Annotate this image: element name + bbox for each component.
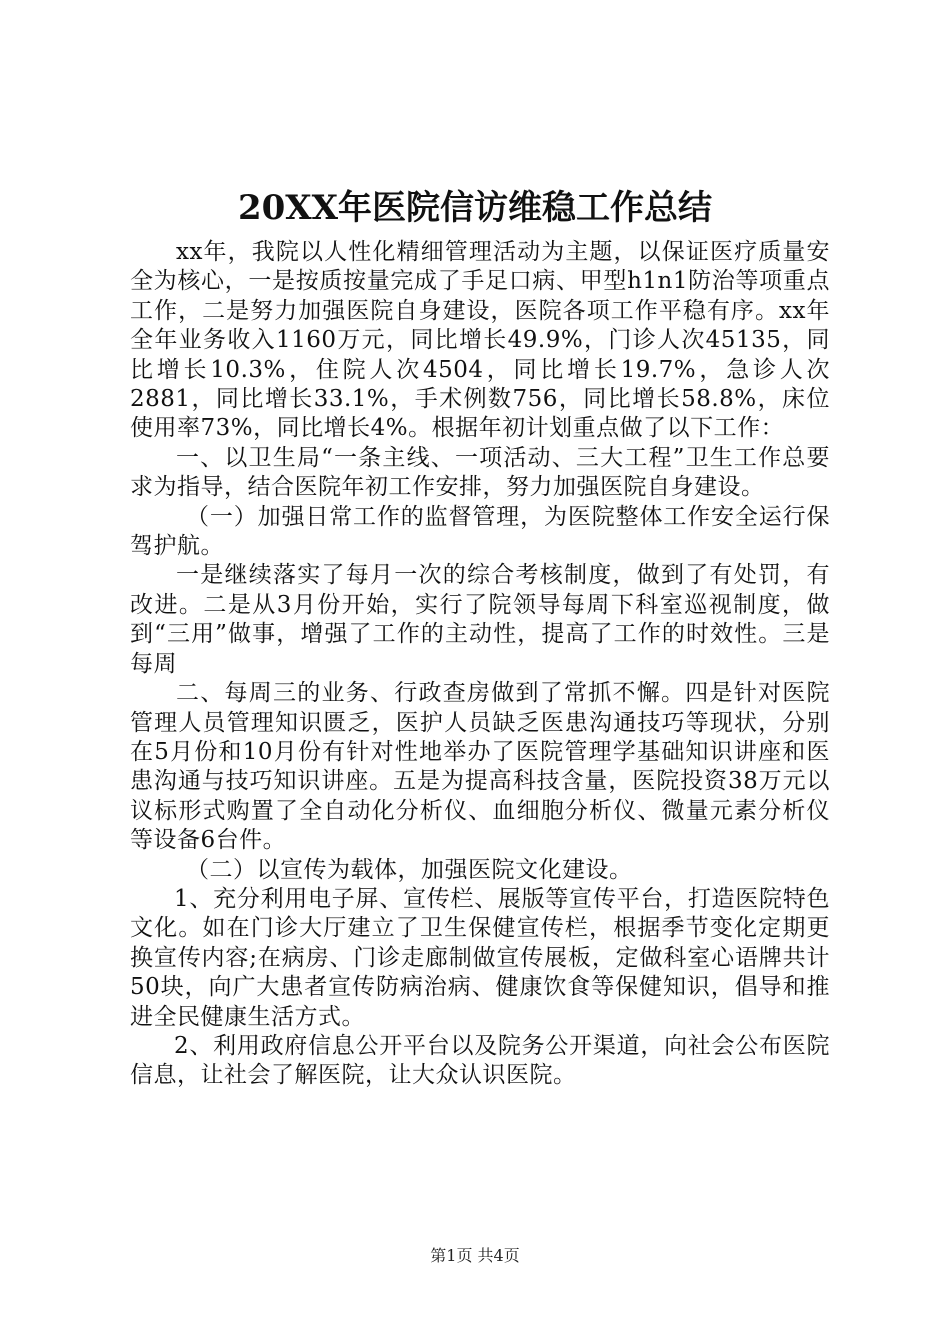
paragraph-intro: xx年，我院以人性化精细管理活动为主题，以保证医疗质量安全为核心，一是按质按量完成了手足口病、甲型h1n1防治等项重点工作，二是努力加强医院自身建设，医院各项工作平稳有序。xx年全年业务收入1160万元，同比增长49.9%，门诊人次45135，同比增长10.3%，住院人次4504，同比增长19.7%，急诊人次2881，同比增长33.1%，手术例数756，同比增长58.8%，床位使用率73%，同比增长4%。根据年初计划重点做了以下工作： [130,239,830,442]
paragraph-item-two: 2、利用政府信息公开平台以及院务公开渠道，向社会公布医院信息，让社会了解医院，让大众认识医院。 [130,1032,830,1089]
paragraph-subsection-two: （二）以宣传为载体，加强医院文化建设。 [186,856,633,883]
document-title: 20XX年医院信访维稳工作总结 [237,188,713,228]
document-body [130,238,830,1091]
paragraph-measures-one: 一是继续落实了每月一次的综合考核制度，做到了有处罚，有改进。二是从3月份开始，实行了院领导每周下科室巡视制度，做到“三用”做事，增强了工作的主动性，提高了工作的时效性。三是每周 [130,562,830,677]
page-number-footer: 第1页 共4页 [430,1246,520,1265]
paragraph-measures-two: 二、每周三的业务、行政查房做到了常抓不懈。四是针对医院管理人员管理知识匮乏，医护人员缺乏医患沟通技巧等现状，分别在5月份和10月份有针对性地举办了医院管理学基础知识讲座和医患沟通与技巧知识讲座。五是为提高科技含量，医院投资38万元以议标形式购置了全自动化分析仪、血细胞分析仪、微量元素分析仪等设备6台件。 [130,680,830,854]
paragraph-section-one: 一、以卫生局“一条主线、一项活动、三大工程”卫生工作总要求为指导，结合医院年初工作安排，努力加强医院自身建设。 [130,444,830,501]
paragraph-subsection-one: （一）加强日常工作的监督管理，为医院整体工作安全运行保驾护航。 [130,503,830,560]
paragraph-item-one: 1、充分利用电子屏、宣传栏、展版等宣传平台，打造医院特色文化。如在门诊大厅建立了卫生保健宣传栏，根据季节变化定期更换宣传内容;在病房、门诊走廊制做宣传展板，定做科室心语牌共计50块，向广大患者宣传防病治病、健康饮食等保健知识，倡导和推进全民健康生活方式。 [130,885,830,1030]
